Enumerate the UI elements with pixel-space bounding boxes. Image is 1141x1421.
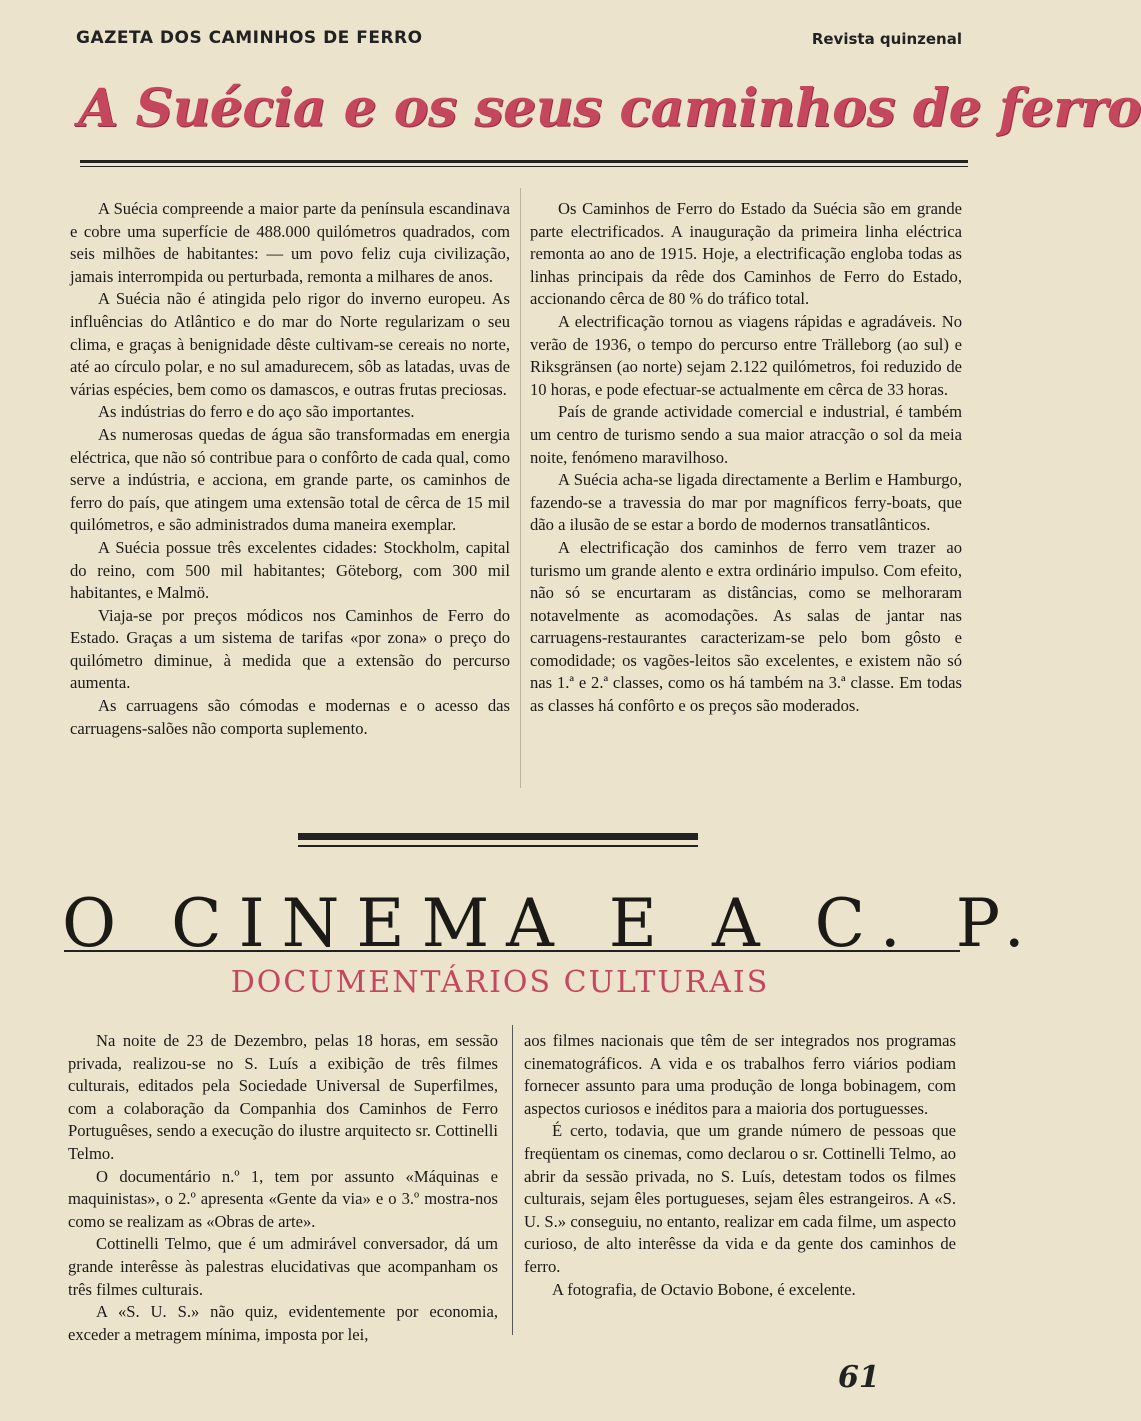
paragraph: País de grande actividade comercial e industrial, é também um centro de turismo sendo a sua maior atracção o sol da meia noite, fenómeno maravilhoso. (530, 402, 962, 467)
paragraph: As numerosas quedas de água são transformadas em energia eléctrica, que não só contribue para o confôrto de cada qual, como serve a indústria, e acciona, em grande parte, os caminhos de ferro do país, que atingem uma extensão total de cêrca de 15 mil quilómetros, e são administrados duma maneira exemplar. (70, 424, 511, 535)
paragraph: Cottinelli Telmo, que é um admirável conversador, dá um grande interêsse às palestras elucidativas que acompanham os três filmes culturais. (68, 1234, 498, 1299)
paragraph: Os Caminhos de Ferro do Estado da Suécia são em grande parte electrificados. A inauguração da primeira linha eléctrica remonta ao ano de 1915. Hoje, a electrificação engloba todas as linhas principais da rêde dos Caminhos de Ferro do Estado, accionando cêrca de 80 % do tráfico total. (530, 199, 962, 309)
paragraph: Na noite de 23 de Dezembro, pelas 18 horas, em sessão privada, realizou-se no S. Luís a exibição de três filmes culturais, editados pela Sociedade Universal de Superfilmes, com a colaboração da Companhia dos Caminhos de Ferro Portuguêses, sendo a execução do ilustre arquitecto sr. Cottinelli Telmo. (68, 1031, 498, 1163)
paragraph: A Suécia acha-se ligada directamente a Berlim e Hamburgo, fazendo-se a travessia do mar por magníficos ferry-boats, que dão a ilusão de se estar a bordo de modernos transatlânticos. (530, 470, 962, 535)
paragraph: A Suécia não é atingida pelo rigor do inverno europeu. As influências do Atlântico e do mar do Norte regularizam o seu clima, e graças à benignidade dêste cultivam-se cereais no norte, até ao círculo polar, e no sul amadurecem, sôb as latadas, uvas de várias espécies, bem como os damascos, e outras frutas preciosas. (70, 289, 510, 399)
article2-column-right (524, 1030, 956, 1301)
title-rule-thin (80, 166, 968, 167)
article2-title: O CINEMA E A C. P. (62, 885, 1042, 962)
paragraph: aos filmes nacionais que têm de ser integrados nos programas cinematográficos. A vida e os trabalhos ferro viários podiam fornecer assunto para uma produção de longa bobinagem, com aspectos curiosos e inéditos para a maioria dos portuguesses. (524, 1031, 956, 1118)
paragraph: Viaja-se por preços módicos nos Caminhos de Ferro do Estado. Graças a um sistema de tarifas «por zona» o preço do quilómetro diminue, à medida que a extensão do percurso aumenta. (70, 605, 510, 693)
article2-column-left (68, 1030, 498, 1346)
article2-subtitle: DOCUMENTÁRIOS CULTURAIS (230, 965, 770, 1000)
paragraph: A Suécia possue três excelentes cidades: Stockholm, capital do reino, com 500 mil habitantes; Göteborg, com 300 mil habitantes, e Malmö. (70, 537, 510, 603)
section-separator-thin (298, 845, 698, 847)
paragraph: A electrificação tornou as viagens rápidas e agradáveis. No verão de 1936, o tempo do percurso entre Trälleborg (ao sul) e Riksgränsen (ao norte) sejam 2.122 quilómetros, foi reduzido de 10 horas, e pode efectuar-se actualmente em cêrca de 33 horas. (530, 311, 962, 399)
column-divider (520, 188, 521, 788)
page-number: 61 (838, 1360, 880, 1395)
article1-column-left (70, 198, 510, 740)
paragraph: O documentário n.º 1, tem por assunto «Máquinas e maquinistas», o 2.º apresenta «Gente da via» e o 3.º mostra-nos como se realizam as «Obras de arte». (68, 1166, 498, 1231)
paragraph: As indústrias do ferro e do aço são importantes. (98, 402, 415, 422)
article1-column-right (530, 198, 962, 718)
column-divider (512, 1025, 513, 1335)
paragraph: A Suécia compreende a maior parte da península escandinava e cobre uma superfície de 488.000 quilómetros quadrados, com seis milhões de habitantes: — um povo feliz cuja civilização, jamais interrompida ou perturbada, remonta a milhares de anos. (70, 199, 510, 286)
paragraph: A fotografia, de Octavio Bobone, é excelente. (552, 1279, 856, 1299)
paragraph: É certo, todavia, que um grande número de pessoas que freqüentam os cinemas, como declarou o sr. Cottinelli Telmo, ao abrir da sessão privada, no S. Luís, detestam todos os filmes culturais, sejam êles portugueses, sejam êles estrangeiros. A «S. U. S.» conseguiu, no entanto, realizar em cada filme, um aspecto curioso, de alto interêsse da vida e da gente dos caminhos de ferro. (524, 1121, 956, 1276)
article2-title-underline (64, 950, 960, 952)
publication-name: GAZETA DOS CAMINHOS DE FERRO (76, 28, 423, 48)
section-separator (298, 833, 698, 840)
paragraph: A «S. U. S.» não quiz, evidentemente por economia, exceder a metragem mínima, imposta por lei, (68, 1302, 498, 1344)
title-rule (80, 160, 968, 163)
paragraph: A electrificação dos caminhos de ferro vem trazer ao turismo um grande alento e extra ordinário impulso. Com efeito, não só se encurtaram as distâncias, como se melhoraram notavelmente as acomodações. As salas de jantar nas carruagens-restaurantes caracterizam-se pelo bom gôsto e comodidade; os vagões-leitos são excelentes, e existem não só nas 1.ª e 2.ª classes, como os há também na 3.ª classe. Em todas as classes há confôrto e os preços são moderados. (530, 537, 962, 716)
article1-title: A Suécia e os seus caminhos de ferro (78, 78, 1141, 139)
publication-frequency: Revista quinzenal (811, 30, 962, 48)
paragraph: As carruagens são cómodas e modernas e o acesso das carruagens-salões não comporta suplemento. (70, 696, 510, 738)
